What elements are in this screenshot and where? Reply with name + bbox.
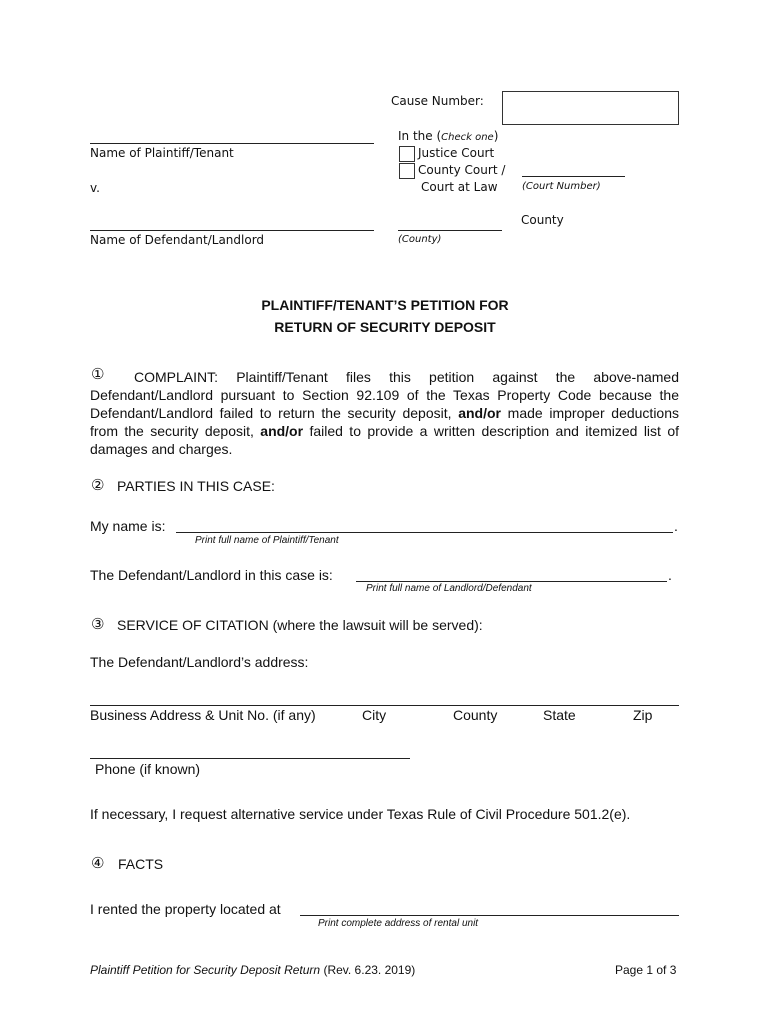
- county-court-checkbox[interactable]: [399, 163, 415, 179]
- county-court-label: County Court /: [418, 163, 506, 177]
- county-word: County: [521, 213, 564, 227]
- facts-heading: FACTS: [118, 856, 164, 872]
- my-name-period: .: [674, 518, 678, 534]
- footer-form-name: Plaintiff Petition for Security Deposit Return (Rev. 6.23. 2019): [90, 963, 416, 977]
- complaint-paragraph: COMPLAINT: Plaintiff/Tenant files this petition against the above-named Defendant/Landlord pursuant to Section 92.109 of the Texas Property Code because the Defendant/Landlord failed to return the security deposit, and/or made improper deductions from the security deposit, and/or failed to provide a written description and itemized list of damages and charges.: [90, 369, 680, 457]
- plaintiff-label: Name of Plaintiff/Tenant: [90, 146, 234, 160]
- my-name-hint: Print full name of Plaintiff/Tenant: [195, 535, 339, 546]
- address-col-state: State: [543, 707, 576, 723]
- defendant-name-input[interactable]: [356, 581, 667, 582]
- address-col-county: County: [453, 707, 498, 723]
- footer-page-number: Page 1 of 3: [615, 963, 677, 977]
- cause-number-field[interactable]: [502, 91, 679, 125]
- rented-property-label: I rented the property located at: [90, 901, 281, 917]
- phone-label: Phone (if known): [95, 761, 201, 777]
- court-type-prompt: In the (Check one): [398, 129, 499, 143]
- section-1-marker: ①: [91, 365, 105, 383]
- section-4-marker: ④: [91, 854, 105, 872]
- service-heading: SERVICE OF CITATION (where the lawsuit will be served):: [117, 617, 483, 633]
- rented-property-input[interactable]: [300, 915, 679, 916]
- parties-heading: PARTIES IN THIS CASE:: [117, 478, 275, 494]
- my-name-label: My name is:: [90, 518, 166, 534]
- document-title-line1: PLAINTIFF/TENANT’S PETITION FOR: [261, 297, 509, 313]
- justice-court-label: Justice Court: [418, 146, 495, 160]
- section-3-marker: ③: [91, 615, 105, 633]
- versus-label: v.: [90, 181, 100, 195]
- alternative-service-text: If necessary, I request alternative service under Texas Rule of Civil Procedure 501.2(e).: [90, 806, 631, 822]
- justice-court-checkbox[interactable]: [399, 146, 415, 162]
- address-col-zip: Zip: [633, 707, 653, 723]
- defendant-name-line[interactable]: [90, 230, 374, 231]
- court-at-law-label: Court at Law: [421, 180, 498, 194]
- court-number-hint: (Court Number): [522, 181, 601, 192]
- court-number-line[interactable]: [522, 176, 625, 177]
- defendant-name-label: The Defendant/Landlord in this case is:: [90, 567, 333, 583]
- document-title-line2: RETURN OF SECURITY DEPOSIT: [274, 319, 496, 335]
- cause-number-label: Cause Number:: [391, 94, 484, 108]
- rented-property-hint: Print complete address of rental unit: [318, 918, 479, 929]
- phone-input[interactable]: [90, 758, 410, 759]
- section-2-marker: ②: [91, 476, 105, 494]
- defendant-label: Name of Defendant/Landlord: [90, 233, 265, 247]
- county-hint: (County): [398, 234, 442, 245]
- plaintiff-name-line[interactable]: [90, 143, 374, 144]
- defendant-name-period: .: [668, 567, 672, 583]
- address-input[interactable]: [90, 705, 679, 706]
- address-col-business: Business Address & Unit No. (if any): [90, 707, 316, 723]
- defendant-name-hint: Print full name of Landlord/Defendant: [366, 583, 532, 594]
- address-label: The Defendant/Landlord’s address:: [90, 654, 309, 670]
- my-name-input[interactable]: [176, 532, 673, 533]
- address-col-city: City: [362, 707, 387, 723]
- county-line[interactable]: [398, 230, 502, 231]
